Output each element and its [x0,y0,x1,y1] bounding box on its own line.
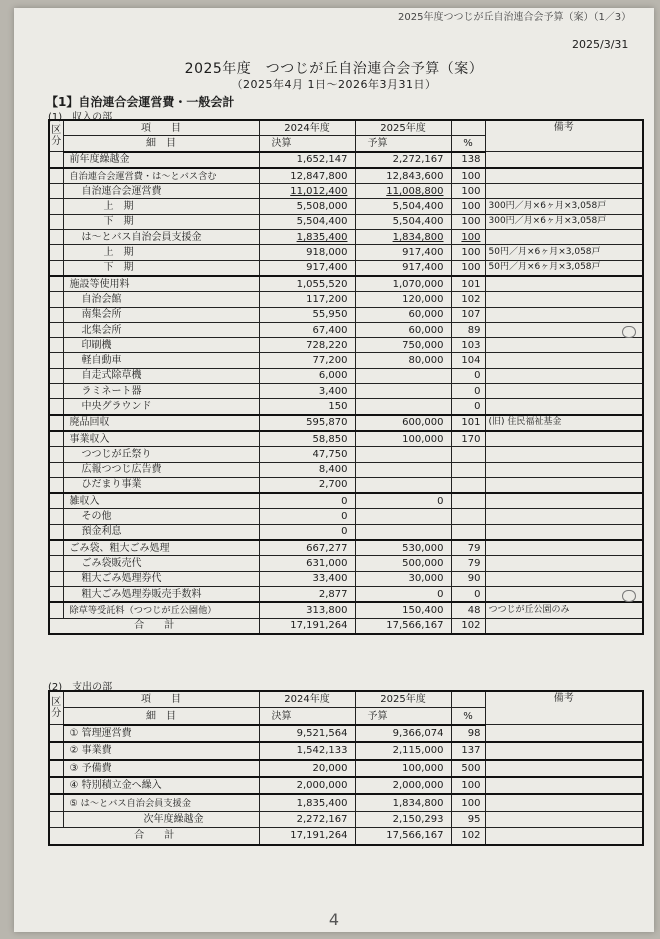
table-row [49,214,643,229]
note-cell: つつじが丘公園のみ [485,602,643,618]
budget-2025-value: 100,000 [355,760,451,777]
note-cell [485,431,643,447]
note-cell [485,794,643,811]
binding-hole-mark [622,590,636,602]
budget-2025-value [355,462,451,477]
item-label: つつじが丘祭り [63,447,259,462]
percent-value: 79 [451,556,485,571]
table-row [49,540,643,556]
item-label: 上 期 [63,245,259,260]
percent-value: 48 [451,602,485,618]
percent-value: 98 [451,725,485,742]
section-heading: 【1】自治連合会運営費・一般会計 [46,95,235,109]
item-label: 上 期 [63,199,259,214]
budget-2025-value: 17,566,167 [355,618,451,634]
kubun-cell [49,447,63,462]
kubun-cell [49,338,63,353]
settled-2024-value: 917,400 [259,260,355,276]
settled-2024-value: 1,055,520 [259,276,355,292]
settled-2024-value: 9,521,564 [259,725,355,742]
settled-subheader: 決算 [259,136,355,152]
settled-2024-value: 1,652,147 [259,152,355,168]
item-header: 項 目 [63,120,259,136]
settled-2024-value: 5,504,400 [259,214,355,229]
table-row [49,777,643,794]
kubun-cell [49,760,63,777]
percent-value: 100 [451,245,485,260]
item-label: 広報つつじ広告費 [63,462,259,477]
note-cell [485,368,643,383]
settled-2024-value: 20,000 [259,760,355,777]
kubun-cell [49,602,63,618]
kubun-cell [49,777,63,794]
table-row [49,462,643,477]
percent-value: 89 [451,322,485,337]
note-cell [485,447,643,462]
item-label: ② 事業費 [63,742,259,759]
budget-2025-value: 9,366,074 [355,725,451,742]
budget-2025-value [355,447,451,462]
note-cell [485,618,643,634]
item-label: その他 [63,509,259,524]
note-cell [485,168,643,184]
item-label: ごみ袋販売代 [63,556,259,571]
item-label: 自治連合会運営費 [63,184,259,199]
item-label: 廃品回収 [63,415,259,431]
total-label: 合 計 [49,828,259,845]
item-label: ④ 特別積立金へ繰入 [63,777,259,794]
note-cell [485,777,643,794]
percent-value: 0 [451,384,485,399]
budget-2025-value [355,399,451,415]
kubun-cell [49,431,63,447]
note-cell [485,276,643,292]
budget-2025-value [355,368,451,383]
table-header-row [49,691,643,708]
budget-2025-value: 2,272,167 [355,152,451,168]
item-label: ごみ袋、粗大ごみ処理 [63,540,259,556]
table-row [49,292,643,307]
budget-2025-value: 30,000 [355,571,451,586]
total-row [49,618,643,634]
item-label: 自治連合会運営費・は〜とバス含む [63,168,259,184]
table-row [49,368,643,383]
note-cell [485,524,643,540]
pct-header: % [451,136,485,152]
kubun-cell [49,742,63,759]
settled-2024-value: 3,400 [259,384,355,399]
note-cell [485,571,643,586]
table-row [49,307,643,322]
settled-2024-value: 595,870 [259,415,355,431]
settled-2024-value: 77,200 [259,353,355,368]
kubun-cell [49,399,63,415]
settled-2024-value: 17,191,264 [259,828,355,845]
kubun-cell [49,540,63,556]
kubun-cell [49,353,63,368]
settled-2024-value: 150 [259,399,355,415]
document-title: 2025年度 つつじが丘自治連合会予算（案） [184,61,484,77]
kubun-cell [49,214,63,229]
note-cell: 50円／月×6ヶ月×3,058戸 [485,245,643,260]
percent-value [451,509,485,524]
kubun-cell [49,725,63,742]
kubun-cell [49,586,63,602]
kubun-cell [49,245,63,260]
settled-2024-value: 918,000 [259,245,355,260]
table-row [49,509,643,524]
kubun-cell [49,322,63,337]
table-row [49,353,643,368]
note-cell [485,760,643,777]
settled-2024-value: 631,000 [259,556,355,571]
table-header-row [49,120,643,136]
settled-2024-value: 2,272,167 [259,811,355,827]
kubun-cell [49,199,63,214]
table-row [49,399,643,415]
kubun-cell [49,556,63,571]
table-row [49,276,643,292]
note-cell: (旧) 住民福祉基金 [485,415,643,431]
kubun-cell [49,794,63,811]
settled-2024-value: 313,800 [259,602,355,618]
table-row [49,338,643,353]
note-cell: 300円／月×6ヶ月×3,058戸 [485,199,643,214]
kubun-cell [49,811,63,827]
item-label: 北集会所 [63,322,259,337]
budget-2025-value: 12,843,600 [355,168,451,184]
item-label: ③ 予備費 [63,760,259,777]
percent-value: 101 [451,415,485,431]
budget-2025-value: 917,400 [355,260,451,276]
pct-header: % [451,708,485,725]
note-cell [485,322,643,337]
settled-2024-value: 33,400 [259,571,355,586]
budget-2025-value: 0 [355,493,451,509]
note-cell [485,493,643,509]
budget-2025-value: 1,070,000 [355,276,451,292]
year2024-header: 2024年度 [259,691,355,708]
budget-2025-value: 530,000 [355,540,451,556]
note-cell [485,586,643,602]
settled-2024-value: 58,850 [259,431,355,447]
percent-value: 138 [451,152,485,168]
item-label: 粗大ごみ処理券代 [63,571,259,586]
table-row [49,431,643,447]
settled-2024-value: 1,835,400 [259,230,355,245]
settled-2024-value: 0 [259,493,355,509]
document-page [14,8,654,932]
percent-value: 100 [451,260,485,276]
table-row [49,493,643,509]
percent-value: 102 [451,828,485,845]
pct-header-blank [451,120,485,136]
percent-value [451,524,485,540]
item-label: 軽自動車 [63,353,259,368]
table-row [49,811,643,827]
table-row [49,184,643,199]
percent-value: 100 [451,230,485,245]
percent-value [451,447,485,462]
item-label: ひだまり事業 [63,477,259,493]
percent-value: 0 [451,586,485,602]
item-label: 南集会所 [63,307,259,322]
kubun-cell [49,368,63,383]
note-cell [485,353,643,368]
settled-2024-value: 0 [259,524,355,540]
settled-2024-value: 728,220 [259,338,355,353]
year2024-header: 2024年度 [259,120,355,136]
year2025-header: 2025年度 [355,691,451,708]
item-label: 下 期 [63,260,259,276]
note-cell [485,462,643,477]
budget-2025-value: 5,504,400 [355,214,451,229]
note-cell [485,338,643,353]
percent-value: 100 [451,777,485,794]
item-label: 自走式除草機 [63,368,259,383]
budget-2025-value: 1,834,800 [355,794,451,811]
table-row [49,602,643,618]
kubun-cell [49,571,63,586]
percent-value: 137 [451,742,485,759]
detail-header: 細 目 [63,136,259,152]
binding-hole-mark [622,326,636,338]
percent-value: 100 [451,794,485,811]
percent-value: 100 [451,168,485,184]
fiscal-period: （2025年4月 1日〜2026年3月31日） [231,78,437,91]
item-label: 中央グラウンド [63,399,259,415]
percent-value: 79 [451,540,485,556]
note-cell: 50円／月×6ヶ月×3,058戸 [485,260,643,276]
kubun-cell [49,384,63,399]
table-row [49,586,643,602]
budget-2025-value: 5,504,400 [355,199,451,214]
running-header: 2025年度つつじが丘自治連合会予算（案）（1／3） [398,12,632,23]
document-date: 2025/3/31 [572,38,629,51]
kubun-cell [49,509,63,524]
note-cell [485,540,643,556]
percent-value: 0 [451,368,485,383]
settled-2024-value: 2,000,000 [259,777,355,794]
item-label: 自治会館 [63,292,259,307]
budget-2025-value: 500,000 [355,556,451,571]
note-cell [485,184,643,199]
note-cell [485,152,643,168]
budget-2025-value: 60,000 [355,322,451,337]
budget-2025-value: 2,115,000 [355,742,451,759]
percent-value: 107 [451,307,485,322]
kubun-cell [49,230,63,245]
note-cell [485,292,643,307]
table-row [49,760,643,777]
budget-2025-value [355,477,451,493]
percent-value: 100 [451,199,485,214]
budget-2025-value: 150,400 [355,602,451,618]
settled-2024-value: 667,277 [259,540,355,556]
item-label: 除草等受託料（つつじが丘公園他） [63,602,259,618]
percent-value: 100 [451,214,485,229]
percent-value: 100 [451,184,485,199]
budget-2025-value: 80,000 [355,353,451,368]
page-number: 4 [328,910,340,929]
settled-subheader: 決算 [259,708,355,725]
note-cell [485,399,643,415]
budget-2025-value: 0 [355,586,451,602]
percent-value [451,493,485,509]
settled-2024-value: 8,400 [259,462,355,477]
total-label: 合 計 [49,618,259,634]
expense-table [48,690,644,846]
note-header: 備考 [485,120,643,152]
item-label: 預金利息 [63,524,259,540]
table-row [49,230,643,245]
budget-2025-value: 750,000 [355,338,451,353]
table-row [49,524,643,540]
item-label: 次年度繰越金 [63,811,259,827]
settled-2024-value: 12,847,800 [259,168,355,184]
settled-2024-value: 6,000 [259,368,355,383]
item-label: ① 管理運営費 [63,725,259,742]
table-row [49,556,643,571]
kubun-cell [49,168,63,184]
budget-2025-value: 60,000 [355,307,451,322]
expense-heading: (2) 支出の部 [48,682,113,693]
item-label: ラミネート器 [63,384,259,399]
note-cell [485,556,643,571]
kubun-cell [49,307,63,322]
table-row [49,447,643,462]
settled-2024-value: 0 [259,509,355,524]
percent-value: 90 [451,571,485,586]
note-cell [485,307,643,322]
settled-2024-value: 55,950 [259,307,355,322]
percent-value: 103 [451,338,485,353]
note-cell [485,230,643,245]
item-label: 前年度繰越金 [63,152,259,168]
budget-2025-value: 2,000,000 [355,777,451,794]
note-cell [485,509,643,524]
kubun-cell [49,276,63,292]
settled-2024-value: 117,200 [259,292,355,307]
budget-2025-value: 17,566,167 [355,828,451,845]
budget-2025-value: 917,400 [355,245,451,260]
pct-header-blank [451,691,485,708]
budget-2025-value: 1,834,800 [355,230,451,245]
settled-2024-value: 2,700 [259,477,355,493]
percent-value [451,462,485,477]
percent-value: 102 [451,292,485,307]
item-label: ⑤ は〜とバス自治会員支援金 [63,794,259,811]
item-label: 印刷機 [63,338,259,353]
table-row [49,794,643,811]
percent-value: 0 [451,399,485,415]
item-label: 施設等使用料 [63,276,259,292]
table-row [49,384,643,399]
table-row [49,199,643,214]
settled-2024-value: 11,012,400 [259,184,355,199]
percent-value: 102 [451,618,485,634]
budget-2025-value: 2,150,293 [355,811,451,827]
kubun-cell [49,292,63,307]
table-row [49,571,643,586]
note-cell [485,811,643,827]
percent-value: 101 [451,276,485,292]
note-cell [485,725,643,742]
percent-value [451,477,485,493]
kubun-cell [49,415,63,431]
percent-value: 170 [451,431,485,447]
total-row [49,828,643,845]
table-row [49,742,643,759]
note-cell [485,477,643,493]
budget-2025-value [355,524,451,540]
percent-value: 500 [451,760,485,777]
note-header: 備考 [485,691,643,725]
detail-header: 細 目 [63,708,259,725]
kubun-cell [49,152,63,168]
note-cell: 300円／月×6ヶ月×3,058戸 [485,214,643,229]
kubun-cell [49,524,63,540]
settled-2024-value: 67,400 [259,322,355,337]
year2025-header: 2025年度 [355,120,451,136]
budget-2025-value [355,384,451,399]
table-row [49,322,643,337]
item-label: 下 期 [63,214,259,229]
kubun-cell [49,260,63,276]
item-label: 雑収入 [63,493,259,509]
percent-value: 95 [451,811,485,827]
budget-2025-value: 600,000 [355,415,451,431]
item-label: は〜とバス自治会員支援金 [63,230,259,245]
item-header: 項 目 [63,691,259,708]
budget-2025-value: 11,008,800 [355,184,451,199]
kubun-header: 区 分 [49,120,63,152]
settled-2024-value: 17,191,264 [259,618,355,634]
table-row [49,725,643,742]
budget-subheader: 予算 [355,136,451,152]
settled-2024-value: 2,877 [259,586,355,602]
income-table [48,119,644,635]
table-row [49,477,643,493]
kubun-header: 区 分 [49,691,63,725]
kubun-cell [49,462,63,477]
note-cell [485,384,643,399]
percent-value: 104 [451,353,485,368]
income-heading: (1) 収入の部 [48,112,113,123]
table-row [49,415,643,431]
note-cell [485,828,643,845]
settled-2024-value: 1,542,133 [259,742,355,759]
item-label: 事業収入 [63,431,259,447]
budget-subheader: 予算 [355,708,451,725]
budget-2025-value: 100,000 [355,431,451,447]
kubun-cell [49,184,63,199]
settled-2024-value: 5,508,000 [259,199,355,214]
table-row [49,245,643,260]
settled-2024-value: 1,835,400 [259,794,355,811]
budget-2025-value [355,509,451,524]
kubun-cell [49,477,63,493]
note-cell [485,742,643,759]
budget-2025-value: 120,000 [355,292,451,307]
table-row [49,168,643,184]
item-label: 粗大ごみ処理券販売手数料 [63,586,259,602]
kubun-cell [49,493,63,509]
table-row [49,152,643,168]
table-row [49,260,643,276]
settled-2024-value: 47,750 [259,447,355,462]
